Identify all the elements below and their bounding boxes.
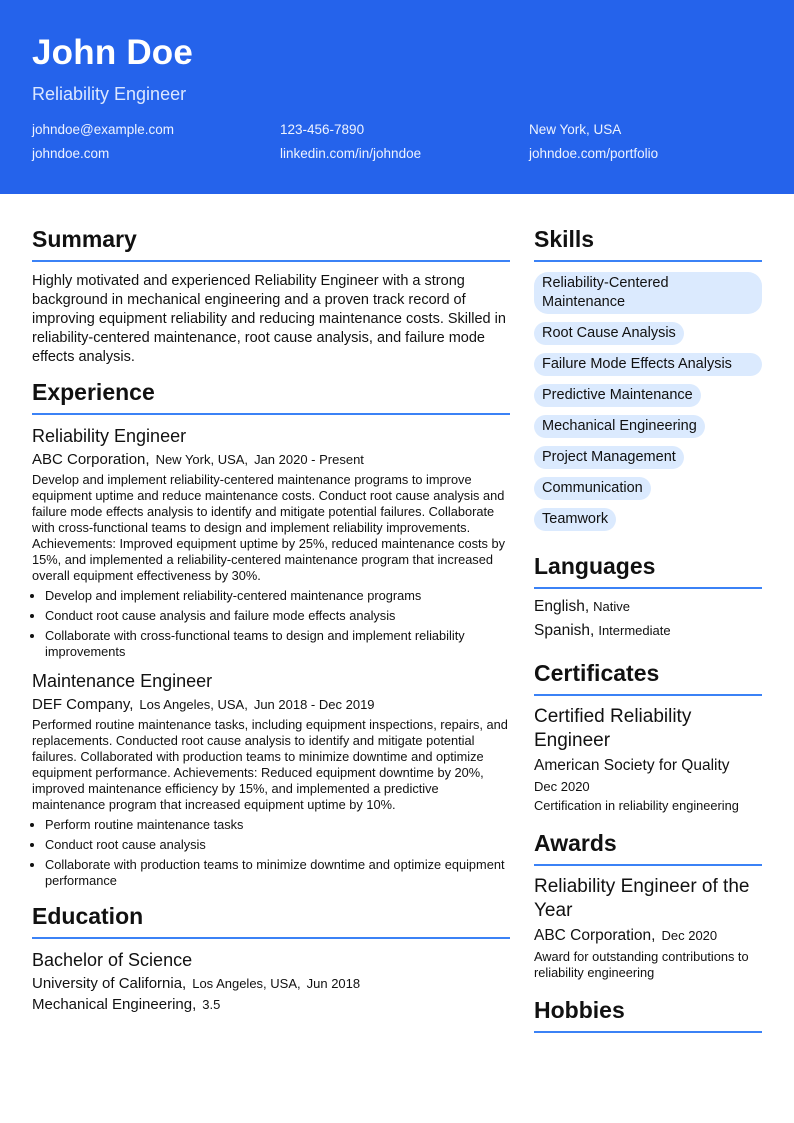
candidate-name: John Doe [32, 33, 194, 72]
skill-chip: Project Management [534, 446, 684, 469]
skill-chip: Reliability-Centered Maintenance [534, 272, 762, 314]
education-field-row [32, 996, 510, 1013]
languages-heading: Languages [534, 553, 762, 589]
job-meta [32, 696, 510, 713]
language-item [534, 622, 762, 640]
education-degree: Bachelor of Science [32, 950, 193, 970]
certificates-heading: Certificates [534, 660, 762, 696]
hobbies-heading: Hobbies [534, 997, 762, 1033]
skill-chip: Predictive Maintenance [534, 384, 701, 407]
skills-list [534, 264, 762, 531]
award-description: Award for outstanding contributions to reliability engineering [534, 949, 749, 980]
job-bullet: • Develop and implement reliability-centered maintenance programs [45, 588, 510, 604]
education-meta [32, 975, 510, 992]
skill-chip: Failure Mode Effects Analysis [534, 353, 762, 376]
awards-heading: Awards [534, 830, 762, 866]
education-gpa: 3.5 [202, 997, 221, 1012]
summary-text: Highly motivated and experienced Reliability Engineer with a strong background in mechanical engineering and a proven track record of improving equipment reliability and reducing maintenance costs. Skilled in reliability-centered maintenance, root cause analysis, and failure mode effects analysis. [32, 273, 506, 365]
experience-item [32, 671, 510, 889]
job-bullets [32, 588, 510, 660]
award-date: Dec 2020 [661, 928, 718, 943]
experience-heading: Experience [32, 379, 510, 415]
skill-chip: Communication [534, 477, 651, 500]
job-dates: Jun 2018 - Dec 2019 [253, 697, 375, 712]
job-bullet: • Collaborate with production teams to minimize downtime and optimize equipment performance [45, 857, 510, 889]
language-level: Native [593, 599, 631, 614]
job-bullet: • Conduct root cause analysis and failure mode effects analysis [45, 608, 510, 624]
job-bullet: • Conduct root cause analysis [45, 837, 510, 853]
job-meta [32, 451, 510, 468]
job-description: Performed routine maintenance tasks, including equipment inspections, repairs, and replacements. Conducted root cause analysis to identify and mitigate potential failures. Collaborated with production teams to minimize downtime and optimize equipment performance. Achievements: Reduced equipment downtime by 20%, improved maintenance efficiency by 15%, and implemented a predictive maintenance program that increased equipment uptime by 10%. [32, 717, 508, 812]
location-text: New York, USA [529, 122, 622, 137]
job-location: Los Angeles, USA, [139, 697, 248, 712]
linkedin-link[interactable]: linkedin.com/in/johndoe [280, 146, 422, 161]
certificate-issuer: American Society for Quality [534, 757, 730, 774]
job-bullet: • Perform routine maintenance tasks [45, 817, 510, 833]
certificate-name: Certified Reliability Engineer [534, 706, 692, 751]
skill-chip: Mechanical Engineering [534, 415, 705, 438]
resume-header [0, 0, 794, 194]
certificate-date: Dec 2020 [534, 779, 590, 794]
side-column [534, 226, 762, 1033]
email-link[interactable]: johndoe@example.com [32, 122, 175, 137]
education-heading: Education [32, 903, 510, 939]
experience-item [32, 426, 510, 660]
portfolio-link[interactable]: johndoe.com/portfolio [529, 146, 659, 161]
education-date: Jun 2018 [306, 976, 361, 991]
job-bullets [32, 817, 510, 889]
language-item [534, 598, 762, 616]
education-school: University of California, [32, 975, 187, 992]
award-meta [534, 927, 762, 945]
skills-heading: Skills [534, 226, 762, 262]
job-bullet: • Collaborate with cross-functional teams to design and implement reliability improvements [45, 628, 510, 660]
candidate-headline: Reliability Engineer [32, 84, 187, 104]
skill-chip: Teamwork [534, 508, 616, 531]
website-link[interactable]: johndoe.com [32, 146, 110, 161]
job-title: Reliability Engineer [32, 426, 187, 446]
job-dates: Jan 2020 - Present [254, 452, 364, 467]
job-title: Maintenance Engineer [32, 671, 213, 691]
education-field: Mechanical Engineering, [32, 996, 197, 1013]
phone-text: 123-456-7890 [280, 122, 365, 137]
skill-chip: Root Cause Analysis [534, 322, 684, 345]
award-name: Reliability Engineer of the Year [534, 876, 750, 921]
job-company: ABC Corporation, [32, 451, 150, 468]
award-issuer: ABC Corporation, [534, 927, 656, 944]
job-location: New York, USA, [155, 452, 249, 467]
language-name: English, [534, 598, 590, 615]
certificate-description: Certification in reliability engineering [534, 798, 739, 813]
summary-heading: Summary [32, 226, 510, 262]
language-name: Spanish, [534, 622, 595, 639]
job-company: DEF Company, [32, 696, 134, 713]
language-level: Intermediate [598, 623, 671, 638]
job-description: Develop and implement reliability-centered maintenance programs to improve equipment uptime and reduce maintenance costs. Conduct root cause analysis and failure mode effects analysis to identify and mitigate potential failures. Collaborate with cross-functional teams to design and implement reliability improvements. Achievements: Improved equipment uptime by 25%, reduced maintenance costs by 15%, and implemented a reliability-centered maintenance program that increased overall equipment effectiveness by 30%. [32, 472, 506, 583]
education-location: Los Angeles, USA, [192, 976, 301, 991]
main-column [32, 226, 510, 1013]
